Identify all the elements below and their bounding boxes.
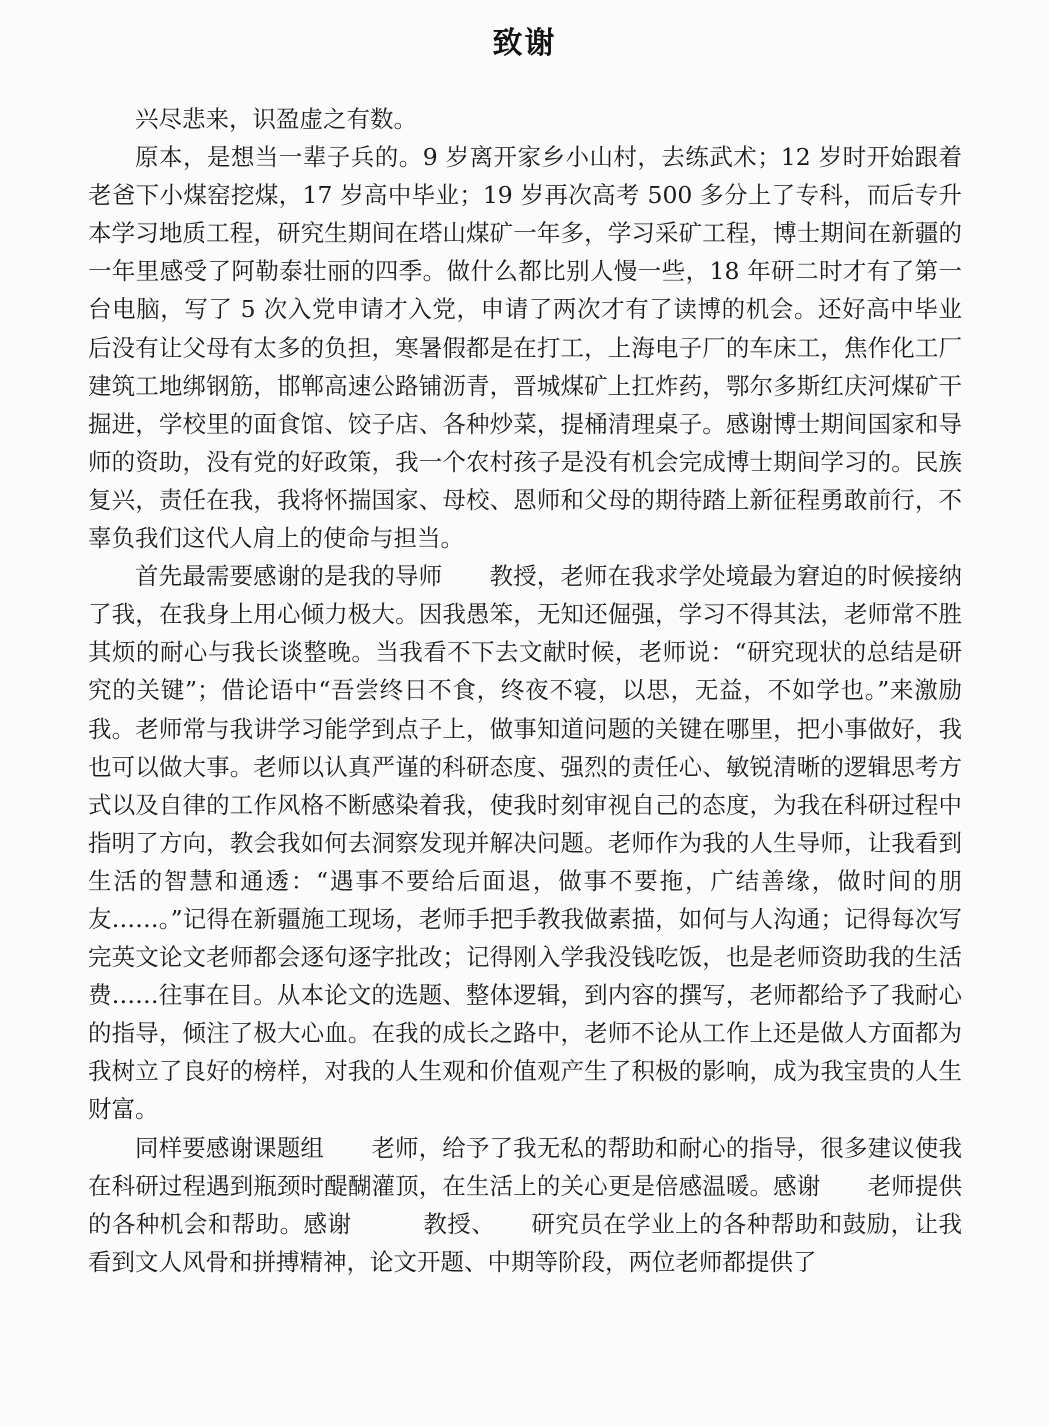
paragraph-background: 原本，是想当一辈子兵的。9 岁离开家乡小山村，去练武术；12 岁时开始跟着老爸下小煤窑挖煤，17 岁高中毕业；19 岁再次高考 500 多分上了专科，而后专升本学习地质工程，研究生期间在塔山煤矿一年多，学习采矿工程，博士期间在新疆的一年里感受了阿勒泰壮丽的四季。做什么都比别人慢一些，18 年研二时才有了第一台电脑，写了 5 次入党申请才入党，申请了两次才有了读博的机会。还好高中毕业后没有让父母有太多的负担，寒暑假都是在打工，上海电子厂的车床工，焦作化工厂建筑工地绑钢筋，邯郸高速公路铺沥青，晋城煤矿上扛炸药，鄂尔多斯红庆河煤矿干掘进，学校里的面食馆、饺子店、各种炒菜，提桶清理桌子。感谢博士期间国家和导师的资助，没有党的好政策，我一个农村孩子是没有机会完成博士期间学习的。民族复兴，责任在我，我将怀揣国家、母校、恩师和父母的期待踏上新征程勇敢前行，不辜负我们这代人肩上的使命与担当。 bbox=[88, 143, 962, 553]
page-title: 致谢 bbox=[492, 26, 557, 61]
paragraph-advisor: 首先最需要感谢的是我的导师 教授，老师在我求学处境最为窘迫的时候接纳了我，在我身上用心倾力极大。因我愚笨，无知还倔强，学习不得其法，老师常不胜其烦的耐心与我长谈整晚。当我看不下去文献时候，老师说：“研究现状的总结是研究的关键”；借论语中“吾尝终日不食，终夜不寝，以思，无益，不如学也。”来激励我。老师常与我讲学习能学到点子上，做事知道问题的关键在哪里，把小事做好，我也可以做大事。老师以认真严谨的科研态度、强烈的责任心、敏锐清晰的逻辑思考方式以及自律的工作风格不断感染着我，使我时刻审视自己的态度，为我在科研过程中指明了方向，教会我如何去洞察发现并解决问题。老师作为我的人生导师，让我看到生活的智慧和通透：“遇事不要给后面退，做事不要拖，广结善缘，做时间的朋友……。”记得在新疆施工现场，老师手把手教我做素描，如何与人沟通；记得每次写完英文论文老师都会逐句逐字批改；记得刚入学我没钱吃饭，也是老师资助我的生活费……往事在目。从本论文的选题、整体逻辑，到内容的撰写，老师都给予了我耐心的指导，倾注了极大心血。在我的成长之路中，老师不论从工作上还是做人方面都为我树立了良好的榜样，对我的人生观和价值观产生了积极的影响，成为我宝贵的人生财富。 bbox=[88, 562, 962, 1124]
acknowledgement-body bbox=[88, 100, 962, 1281]
paragraph-research-group: 同样要感谢课题组 老师，给予了我无私的帮助和耐心的指导，很多建议使我在科研过程遇到瓶颈时醍醐灌顶，在生活上的关心更是倍感温暖。感谢 老师提供的各种机会和帮助。感谢 教授、 研究员在学业上的各种帮助和鼓励，让我看到文人风骨和拼搏精神，论文开题、中期等阶段，两位老师都提供了 bbox=[88, 1133, 962, 1276]
paragraph-opening: 兴尽悲来，识盈虚之有数。 bbox=[135, 105, 417, 133]
